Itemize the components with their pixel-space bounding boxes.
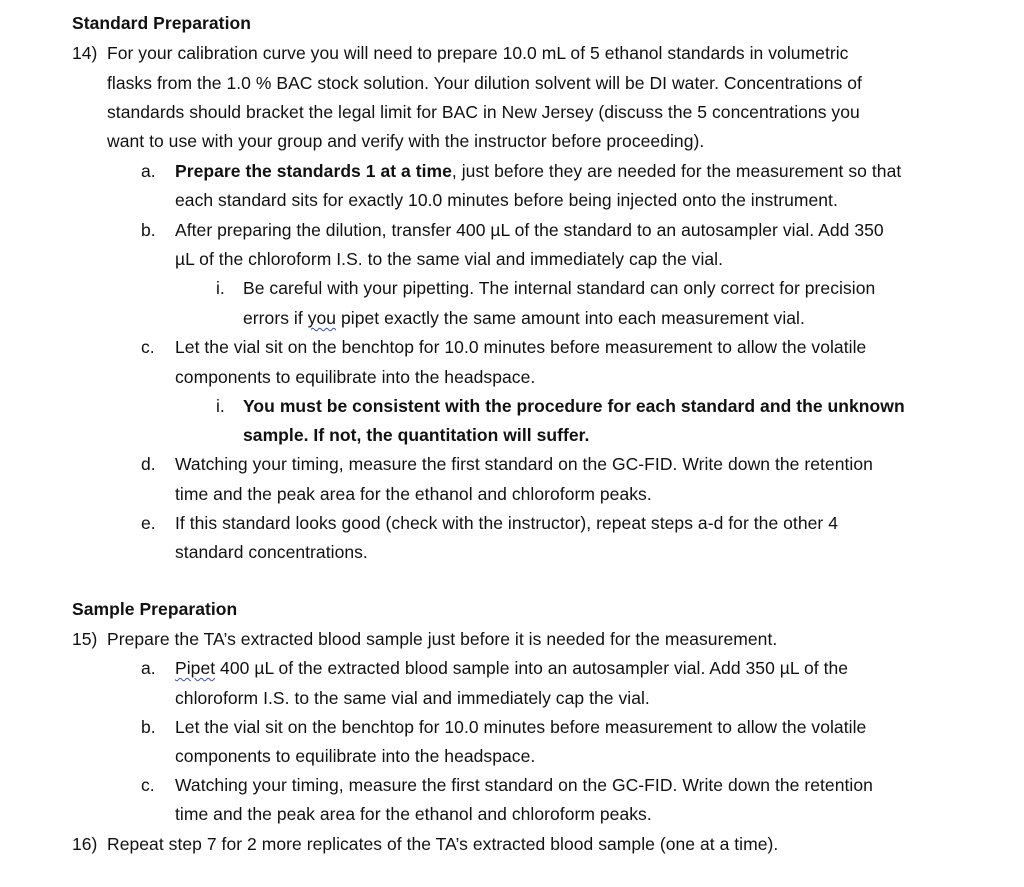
sample-preparation-heading: Sample Preparation <box>72 599 238 619</box>
step-14e-line-2: standard concentrations. <box>175 542 368 562</box>
step-15b-line-1: Let the vial sit on the benchtop for 10.0 minutes before measurement to allow the volatile <box>175 717 867 737</box>
step-14-line-3: standards should bracket the legal limit for BAC in New Jersey (discuss the 5 concentrations you <box>107 102 860 122</box>
step-14-line-1: For your calibration curve you will need to prepare 10.0 mL of 5 ethanol standards in volumetric <box>107 43 849 63</box>
step-14b-marker: b. <box>141 220 156 240</box>
step-14d-marker: d. <box>141 454 156 474</box>
step-14b-i-line-1: Be careful with your pipetting. The internal standard can only correct for precision <box>243 278 876 298</box>
grammar-flagged-word-pipet[interactable]: Pipet <box>175 658 216 678</box>
step-15b-line-2: components to equilibrate into the headspace. <box>175 746 536 766</box>
step-14b-i-marker: i. <box>216 278 225 298</box>
step-14a-line-1-rest: , just before they are needed for the measurement so that <box>451 161 902 181</box>
step-14-line-2: flasks from the 1.0 % BAC stock solution. Your dilution solvent will be DI water. Concentrations of <box>107 73 862 93</box>
step-14b-line-2: µL of the chloroform I.S. to the same vial and immediately cap the vial. <box>175 249 724 269</box>
step-14c-line-2: components to equilibrate into the headspace. <box>175 367 536 387</box>
step-14a-bold-text: Prepare the standards 1 at a time <box>175 161 452 181</box>
step-14b-i-line-2 <box>243 307 805 329</box>
step-14c-marker: c. <box>141 337 155 357</box>
step-14c-i-marker: i. <box>216 396 225 416</box>
step-14a-marker: a. <box>141 161 156 181</box>
grammar-flagged-word-you[interactable]: you <box>307 308 337 328</box>
step-14c-line-1: Let the vial sit on the benchtop for 10.0 minutes before measurement to allow the volatile <box>175 337 867 357</box>
step-16-number: 16) <box>72 834 98 854</box>
step-15a-line-1 <box>175 657 848 679</box>
step-15c-line-2: time and the peak area for the ethanol and chloroform peaks. <box>175 804 652 824</box>
step-14e-marker: e. <box>141 513 156 533</box>
standard-preparation-heading: Standard Preparation <box>72 13 251 33</box>
step-14a-line-1 <box>175 160 901 182</box>
step-14-line-4: want to use with your group and verify with the instructor before proceeding). <box>107 131 705 151</box>
step-16-line-1: Repeat step 7 for 2 more replicates of the TA’s extracted blood sample (one at a time). <box>107 834 779 854</box>
step-15-line-1: Prepare the TA’s extracted blood sample just before it is needed for the measurement. <box>107 629 778 649</box>
step-15b-marker: b. <box>141 717 156 737</box>
step-14d-line-2: time and the peak area for the ethanol and chloroform peaks. <box>175 484 652 504</box>
step-15c-marker: c. <box>141 775 155 795</box>
step-14b-line-1: After preparing the dilution, transfer 400 µL of the standard to an autosampler vial. Add 350 <box>175 220 884 240</box>
step-15c-line-1: Watching your timing, measure the first standard on the GC-FID. Write down the retention <box>175 775 873 795</box>
step-14a-line-2: each standard sits for exactly 10.0 minutes before being injected onto the instrument. <box>175 190 838 210</box>
step-14d-line-1: Watching your timing, measure the first standard on the GC-FID. Write down the retention <box>175 454 873 474</box>
step-15a-marker: a. <box>141 658 156 678</box>
step-14b-i-line-2-post: pipet exactly the same amount into each measurement vial. <box>336 308 805 328</box>
step-14e-line-1: If this standard looks good (check with the instructor), repeat steps a-d for the other 4 <box>175 513 838 533</box>
step-14b-i-line-2-pre: errors if <box>243 308 308 328</box>
step-14c-i-line-2: sample. If not, the quantitation will suffer. <box>243 425 590 445</box>
step-15a-line-2: chloroform I.S. to the same vial and immediately cap the vial. <box>175 688 650 708</box>
step-15-number: 15) <box>72 629 98 649</box>
step-14-number: 14) <box>72 43 98 63</box>
step-15a-line-1-rest: 400 µL of the extracted blood sample into an autosampler vial. Add 350 µL of the <box>215 658 849 678</box>
step-14c-i-line-1: You must be consistent with the procedure for each standard and the unknown <box>243 396 905 416</box>
